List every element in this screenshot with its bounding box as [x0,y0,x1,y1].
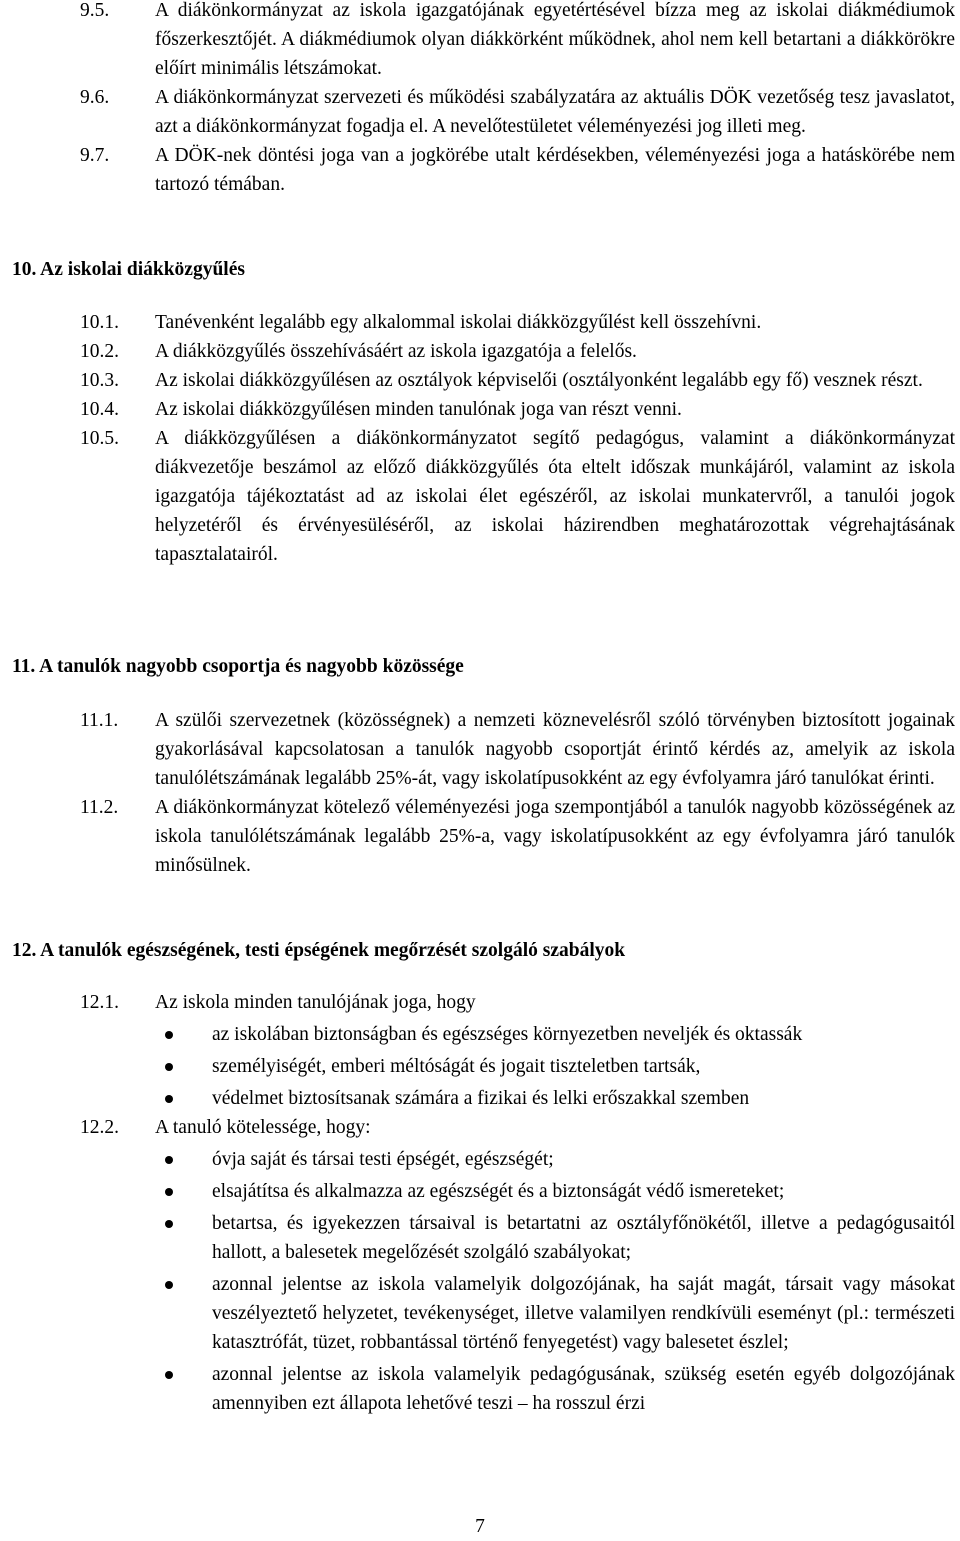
item-text: A diákönkormányzat az iskola igazgatójának egyetértésével bízza meg az iskolai diákmédiumok főszerkesztőjét. A diákmédiumok olyan diákkörként működnek, ahol nem kell betartani a diákkörökre előírt minimális létszámokat. [155,0,955,79]
list-item [0,706,955,793]
item-text: Az iskolai diákközgyűlésen minden tanulónak joga van részt venni. [155,399,682,420]
item-number: 12.2. [80,1117,119,1138]
item-number: 10.5. [80,428,119,449]
item-number: 9.7. [80,145,110,166]
bullet-item [155,1360,955,1418]
item-text: A diákközgyűlés összehívásáért az iskola igazgatója a felelős. [155,341,637,362]
bullet-icon [165,1095,173,1103]
section-12-items [0,988,955,1418]
item-text: A diákközgyűlésen a diákönkormányzatot segítő pedagógus, valamint a diákönkormányzat diákvezetője beszámol az előző diákközgyűlés óta eltelt időszak munkájáról, valamint az iskola igazgatója tájékoztatást ad az iskolai élet egészéről, az iskolai munkatervről, a tanulói jogok helyzetéről és érvényesüléséről, az iskolai házirendben meghatározottak végrehajtásának tapasztalatairól. [155,428,955,565]
bullet-text: óvja saját és társai testi épségét, egészségét; [212,1149,554,1170]
section-heading-11: 11. A tanulók nagyobb csoportja és nagyobb közössége [12,656,464,677]
list-item [0,1113,955,1142]
item-number: 9.6. [80,87,110,108]
bullet-item [155,1145,955,1174]
bullet-text: az iskolában biztonságban és egészséges környezetben neveljék és oktassák [212,1024,803,1045]
bullet-text: személyiségét, emberi méltóságát és jogait tiszteletben tartsák, [212,1056,701,1077]
item-text: Az iskolai diákközgyűlésen az osztályok képviselői (osztályonként legalább egy fő) vesznek részt. [155,370,923,391]
bullet-item [155,1020,955,1049]
item-text: A DÖK-nek döntési joga van a jogkörébe utalt kérdésekben, véleményezési joga a hatáskörébe nem tartozó témában. [155,145,955,195]
bullet-list [155,1145,955,1418]
bullet-text: védelmet biztosítsanak számára a fizikai és lelki erőszakkal szemben [212,1088,750,1109]
section-9-items [0,0,955,199]
section-heading-10: 10. Az iskolai diákközgyűlés [12,259,245,280]
bullet-item [155,1052,955,1081]
bullet-text: elsajátítsa és alkalmazza az egészségét és a biztonságát védő ismereteket; [212,1181,785,1202]
bullet-icon [165,1281,173,1289]
list-item [0,988,955,1017]
item-text: A szülői szervezetnek (közösségnek) a nemzeti köznevelésről szóló törvényben biztosított jogainak gyakorlásával kapcsolatosan a tanulók nagyobb csoportját érintő kérdés az, amelyik az iskola tanulólétszámának legalább 25%-át, vagy iskolatípusokként az egy évfolyamra járó tanulókat érinti. [155,710,955,789]
bullet-item [155,1270,955,1357]
bullet-icon [165,1188,173,1196]
bullet-item [155,1177,955,1206]
bullet-icon [165,1371,173,1379]
list-item [0,308,955,337]
item-number: 10.3. [80,370,119,391]
item-text: A diákönkormányzat szervezeti és működési szabályzatára az aktuális DÖK vezetőség tesz javaslatot, azt a diákönkormányzat fogadja el. A nevelőtestületet véleményezési jog illeti meg. [155,87,955,137]
item-number: 11.1. [80,710,119,731]
bullet-icon [165,1031,173,1039]
item-number: 12.1. [80,992,119,1013]
item-number: 10.2. [80,341,119,362]
list-item [0,83,955,141]
bullet-icon [165,1156,173,1164]
item-text: A diákönkormányzat kötelező véleményezési joga szempontjából a tanulók nagyobb közösségének az iskola tanulólétszámának legalább 25%-a, vagy iskolatípusokként az egy évfolyamra járó tanulók minősülnek. [155,797,955,876]
item-text: A tanuló kötelessége, hogy: [155,1117,371,1138]
bullet-text: azonnal jelentse az iskola valamelyik dolgozójának, ha saját magát, társait vagy másokat veszélyeztető helyzetet, tevékenységet, illetve valamilyen rendkívüli eseményt (pl.: természeti katasztrófát, tüzet, robbantással történő fenyegetést) vagy balesetet észlel; [212,1274,955,1353]
list-item [0,424,955,569]
section-11-items [0,706,955,880]
item-number: 11.2. [80,797,119,818]
list-item [0,141,955,199]
bullet-item [155,1209,955,1267]
item-text: Tanévenként legalább egy alkalommal iskolai diákközgyűlést kell összehívni. [155,312,762,333]
bullet-item [155,1084,955,1113]
list-item [0,793,955,880]
item-number: 9.5. [80,0,110,21]
section-heading-12: 12. A tanulók egészségének, testi épségének megőrzését szolgáló szabályok [12,940,626,961]
item-number: 10.1. [80,312,119,333]
list-item [0,0,955,83]
list-item [0,337,955,366]
bullet-list [155,1020,955,1113]
item-number: 10.4. [80,399,119,420]
section-10-items [0,308,955,569]
bullet-text: azonnal jelentse az iskola valamelyik pedagógusának, szükség esetén egyéb dolgozójának amennyiben ezt állapota lehetővé teszi – ha rosszul érzi [212,1364,955,1414]
bullet-icon [165,1063,173,1071]
bullet-text: betartsa, és igyekezzen társaival is betartatni az osztályfőnökétől, illetve a pedagógusaitól hallott, a balesetek megelőzését szolgáló szabályokat; [212,1213,955,1263]
list-item [0,395,955,424]
item-text: Az iskola minden tanulójának joga, hogy [155,992,476,1013]
list-item [0,366,955,395]
page-number: 7 [475,1516,485,1537]
bullet-icon [165,1220,173,1228]
